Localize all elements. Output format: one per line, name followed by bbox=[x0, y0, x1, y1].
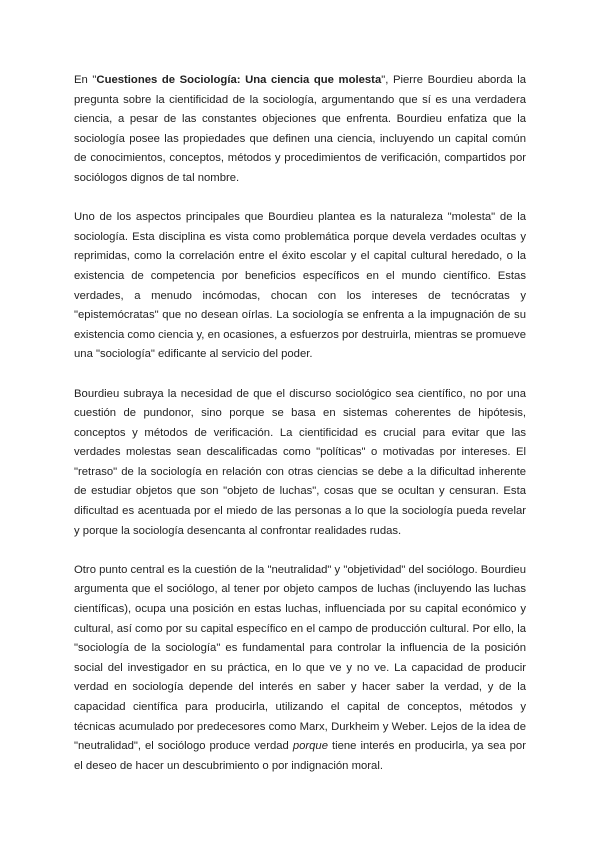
document-body bbox=[74, 71, 526, 776]
p1-rest: ", Pierre Bourdieu aborda la pregunta sobre la cientificidad de la sociología, argumentando que sí es una verdadera ciencia, a pesar de las constantes objeciones que enfrenta. Bourdieu enfatiza que la sociología posee las propiedades que definen una ciencia, incluyendo un capital común de conocimientos, conceptos, métodos y procedimientos de verificación, compartidos por sociólogos dignos de tal nombre. bbox=[74, 74, 526, 184]
p4-rest: tiene interés en producirla, ya sea por el deseo de hacer un descubrimiento o por indignación moral. bbox=[74, 740, 526, 772]
book-title: Cuestiones de Sociología: Una ciencia que molesta bbox=[96, 74, 382, 86]
paragraph-4 bbox=[74, 561, 526, 777]
emphasis-word: porque bbox=[292, 740, 328, 753]
paragraph-1 bbox=[74, 71, 526, 189]
p4-text: Otro punto central es la cuestión de la "neutralidad" y "objetividad" del sociólogo. Bourdieu argumenta que el sociólogo, al tener por objeto campos de luchas (incluyendo las luchas científicas), ocupa una posición en estas luchas, influenciada por su capital económico y cultural, así como por su capital específico en el campo de producción cultural. Por ello, la "sociología de la sociología" es fundamental para controlar la influencia de la posición social del investigador en su práctica, en lo que ve y no ve. La capacidad de producir verdad en sociología depende del interés en saber y hacer saber la verdad, y de la capacidad científica para producirla, utilizando el capital de conceptos, métodos y técnicas acumulado por predecesores como Marx, Durkheim y Weber. Lejos de la idea de "neutralidad", el sociólogo produce verdad bbox=[74, 563, 526, 753]
paragraph-3: Bourdieu subraya la necesidad de que el discurso sociológico sea científico, no por una cuestión de pundonor, sino porque se basa en sistemas coherentes de hipótesis, conceptos y métodos de verificación. La cientificidad es crucial para evitar que las verdades molestas sean descalificadas como "políticas" o motivadas por intereses. El "retraso" de la sociología en relación con otras ciencias se debe a la dificultad inherente de estudiar objetos que son "objeto de luchas", cosas que se ocultan y censuran. Esta dificultad es acentuada por el miedo de las personas a lo que la sociología pueda revelar y porque la sociología desencanta al confrontar realidades rudas. bbox=[74, 387, 526, 537]
paragraph-2: Uno de los aspectos principales que Bourdieu plantea es la naturaleza "molesta" de la sociología. Esta disciplina es vista como problemática porque devela verdades ocultas y reprimidas, como la correlación entre el éxito escolar y el capital cultural heredado, o la existencia de competencia por beneficios específicos en el mundo científico. Estas verdades, a menudo incómodas, chocan con los intereses de tecnócratas y "epistemócratas" que no desean oírlas. La sociología se enfrenta a la impugnación de su existencia como ciencia y, en ocasiones, a esfuerzos por destruirla, mientras se promueve una "sociología" edificante al servicio del poder. bbox=[74, 211, 526, 361]
p1-intro: En " bbox=[74, 74, 97, 86]
